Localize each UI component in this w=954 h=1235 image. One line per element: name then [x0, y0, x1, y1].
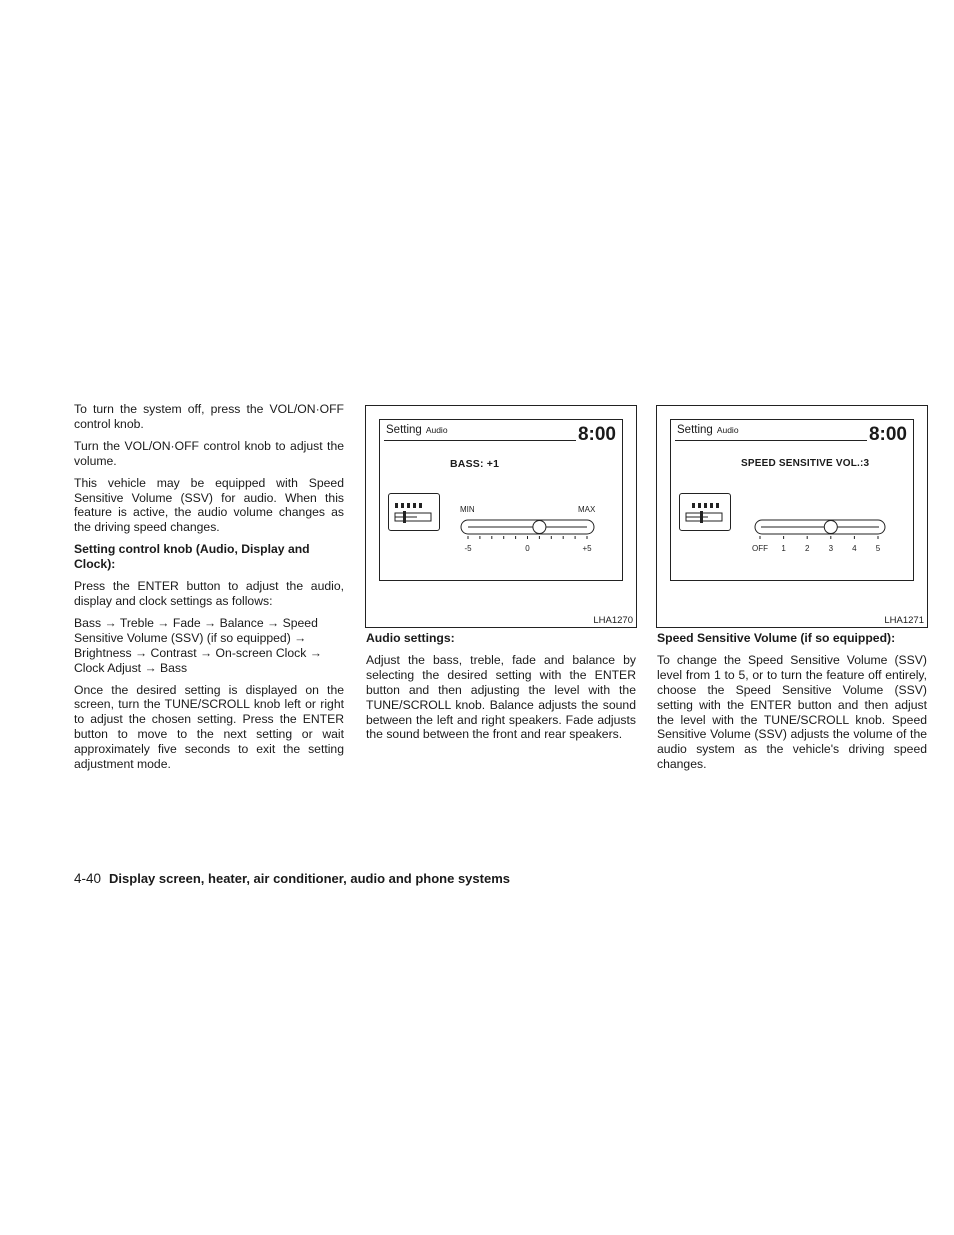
middle-text-column — [366, 631, 636, 749]
screen-clock: 8:00 — [577, 424, 616, 445]
paragraph-ssv: To change the Speed Sensitive Volume (SSV) level from 1 to 5, or to turn the feature off entirely, choose the Speed Sensitive Volume (SSV) setting with the ENTER button and then adjust the level with the TUNE/SCROLL knob. Speed Sensitive Volume (SSV) adjusts the volume of the audio system as the vehicle's driving speed changes. — [657, 652, 927, 772]
ssv-slider — [671, 420, 913, 580]
bass-slider — [380, 420, 622, 580]
heading-audio-settings: Audio settings: — [366, 631, 455, 645]
slider-tick-label: 1 — [781, 544, 786, 553]
section-title: Display screen, heater, air conditioner, audio and phone systems — [109, 871, 510, 886]
slider-tick-label: 0 — [525, 544, 530, 553]
figure-audio-bass-screen — [365, 405, 637, 628]
slider-tick-label: -5 — [464, 544, 472, 553]
paragraph-setting-sequence: Bass → Treble → Fade → Balance → Speed Sensitive Volume (SSV) (if so equipped) → Brightness → Contrast → On-screen Clock → Clock Adjust → Bass — [74, 615, 322, 675]
slider-handle — [533, 521, 546, 534]
paragraph-audio-settings: Adjust the bass, treble, fade and balance by selecting the desired setting with the ENTER button and then adjusting the level with the TUNE/SCROLL knob. Balance adjusts the sound between the left and right speakers. Fade adjusts the sound between the front and rear speakers. — [366, 652, 636, 742]
page-number: 4-40 — [74, 871, 102, 886]
screen-header-title: Setting — [677, 424, 713, 436]
slider-tick-label: OFF — [752, 544, 768, 553]
slider-handle — [824, 521, 837, 534]
ssv-value-label: SPEED SENSITIVE VOL.:3 — [741, 458, 870, 469]
slider-tick-label: 3 — [828, 544, 834, 553]
heading-setting-control-knob: Setting control knob (Audio, Display and Clock): — [74, 542, 310, 572]
slider-tick-label: 5 — [875, 544, 881, 553]
display-screen — [379, 419, 623, 581]
screen-header-subtitle: Audio — [425, 425, 448, 435]
slider-max-label: MAX — [578, 505, 596, 514]
right-text-column — [657, 631, 927, 779]
slider-tick-label: +5 — [582, 544, 592, 553]
screen-header-subtitle: Audio — [716, 425, 739, 435]
figure-code: LHA1271 — [884, 615, 924, 626]
screen-header-title: Setting — [386, 424, 422, 436]
screen-clock: 8:00 — [868, 424, 907, 445]
slider-min-label: MIN — [460, 505, 475, 514]
slider-tick-label: 2 — [804, 544, 810, 553]
paragraph-adjust-volume: Turn the VOL/ON·OFF control knob to adjust the volume. — [74, 438, 344, 468]
paragraph-press-enter: Press the ENTER button to adjust the audio, display and clock settings as follows: — [74, 579, 344, 608]
page-footer — [74, 871, 510, 886]
paragraph-adjust-setting: Once the desired setting is displayed on the screen, turn the TUNE/SCROLL knob left or right to adjust the chosen setting. Press the ENTER button to move to the next setting or wait approximately five seconds to exit the setting adjustment mode. — [74, 682, 344, 772]
figure-code: LHA1270 — [593, 615, 633, 626]
paragraph-turn-off: To turn the system off, press the VOL/ON·OFF control knob. — [74, 402, 344, 431]
bass-value-label: BASS: +1 — [450, 458, 500, 470]
paragraph-ssv-intro: This vehicle may be equipped with Speed Sensitive Volume (SSV) for audio. When this feature is active, the audio volume changes as the driving speed changes. — [74, 475, 344, 535]
display-screen — [670, 419, 914, 581]
left-text-column — [74, 402, 344, 779]
figure-ssv-screen — [656, 405, 928, 628]
heading-ssv: Speed Sensitive Volume (if so equipped): — [657, 631, 896, 645]
slider-tick-label: 4 — [852, 544, 857, 553]
